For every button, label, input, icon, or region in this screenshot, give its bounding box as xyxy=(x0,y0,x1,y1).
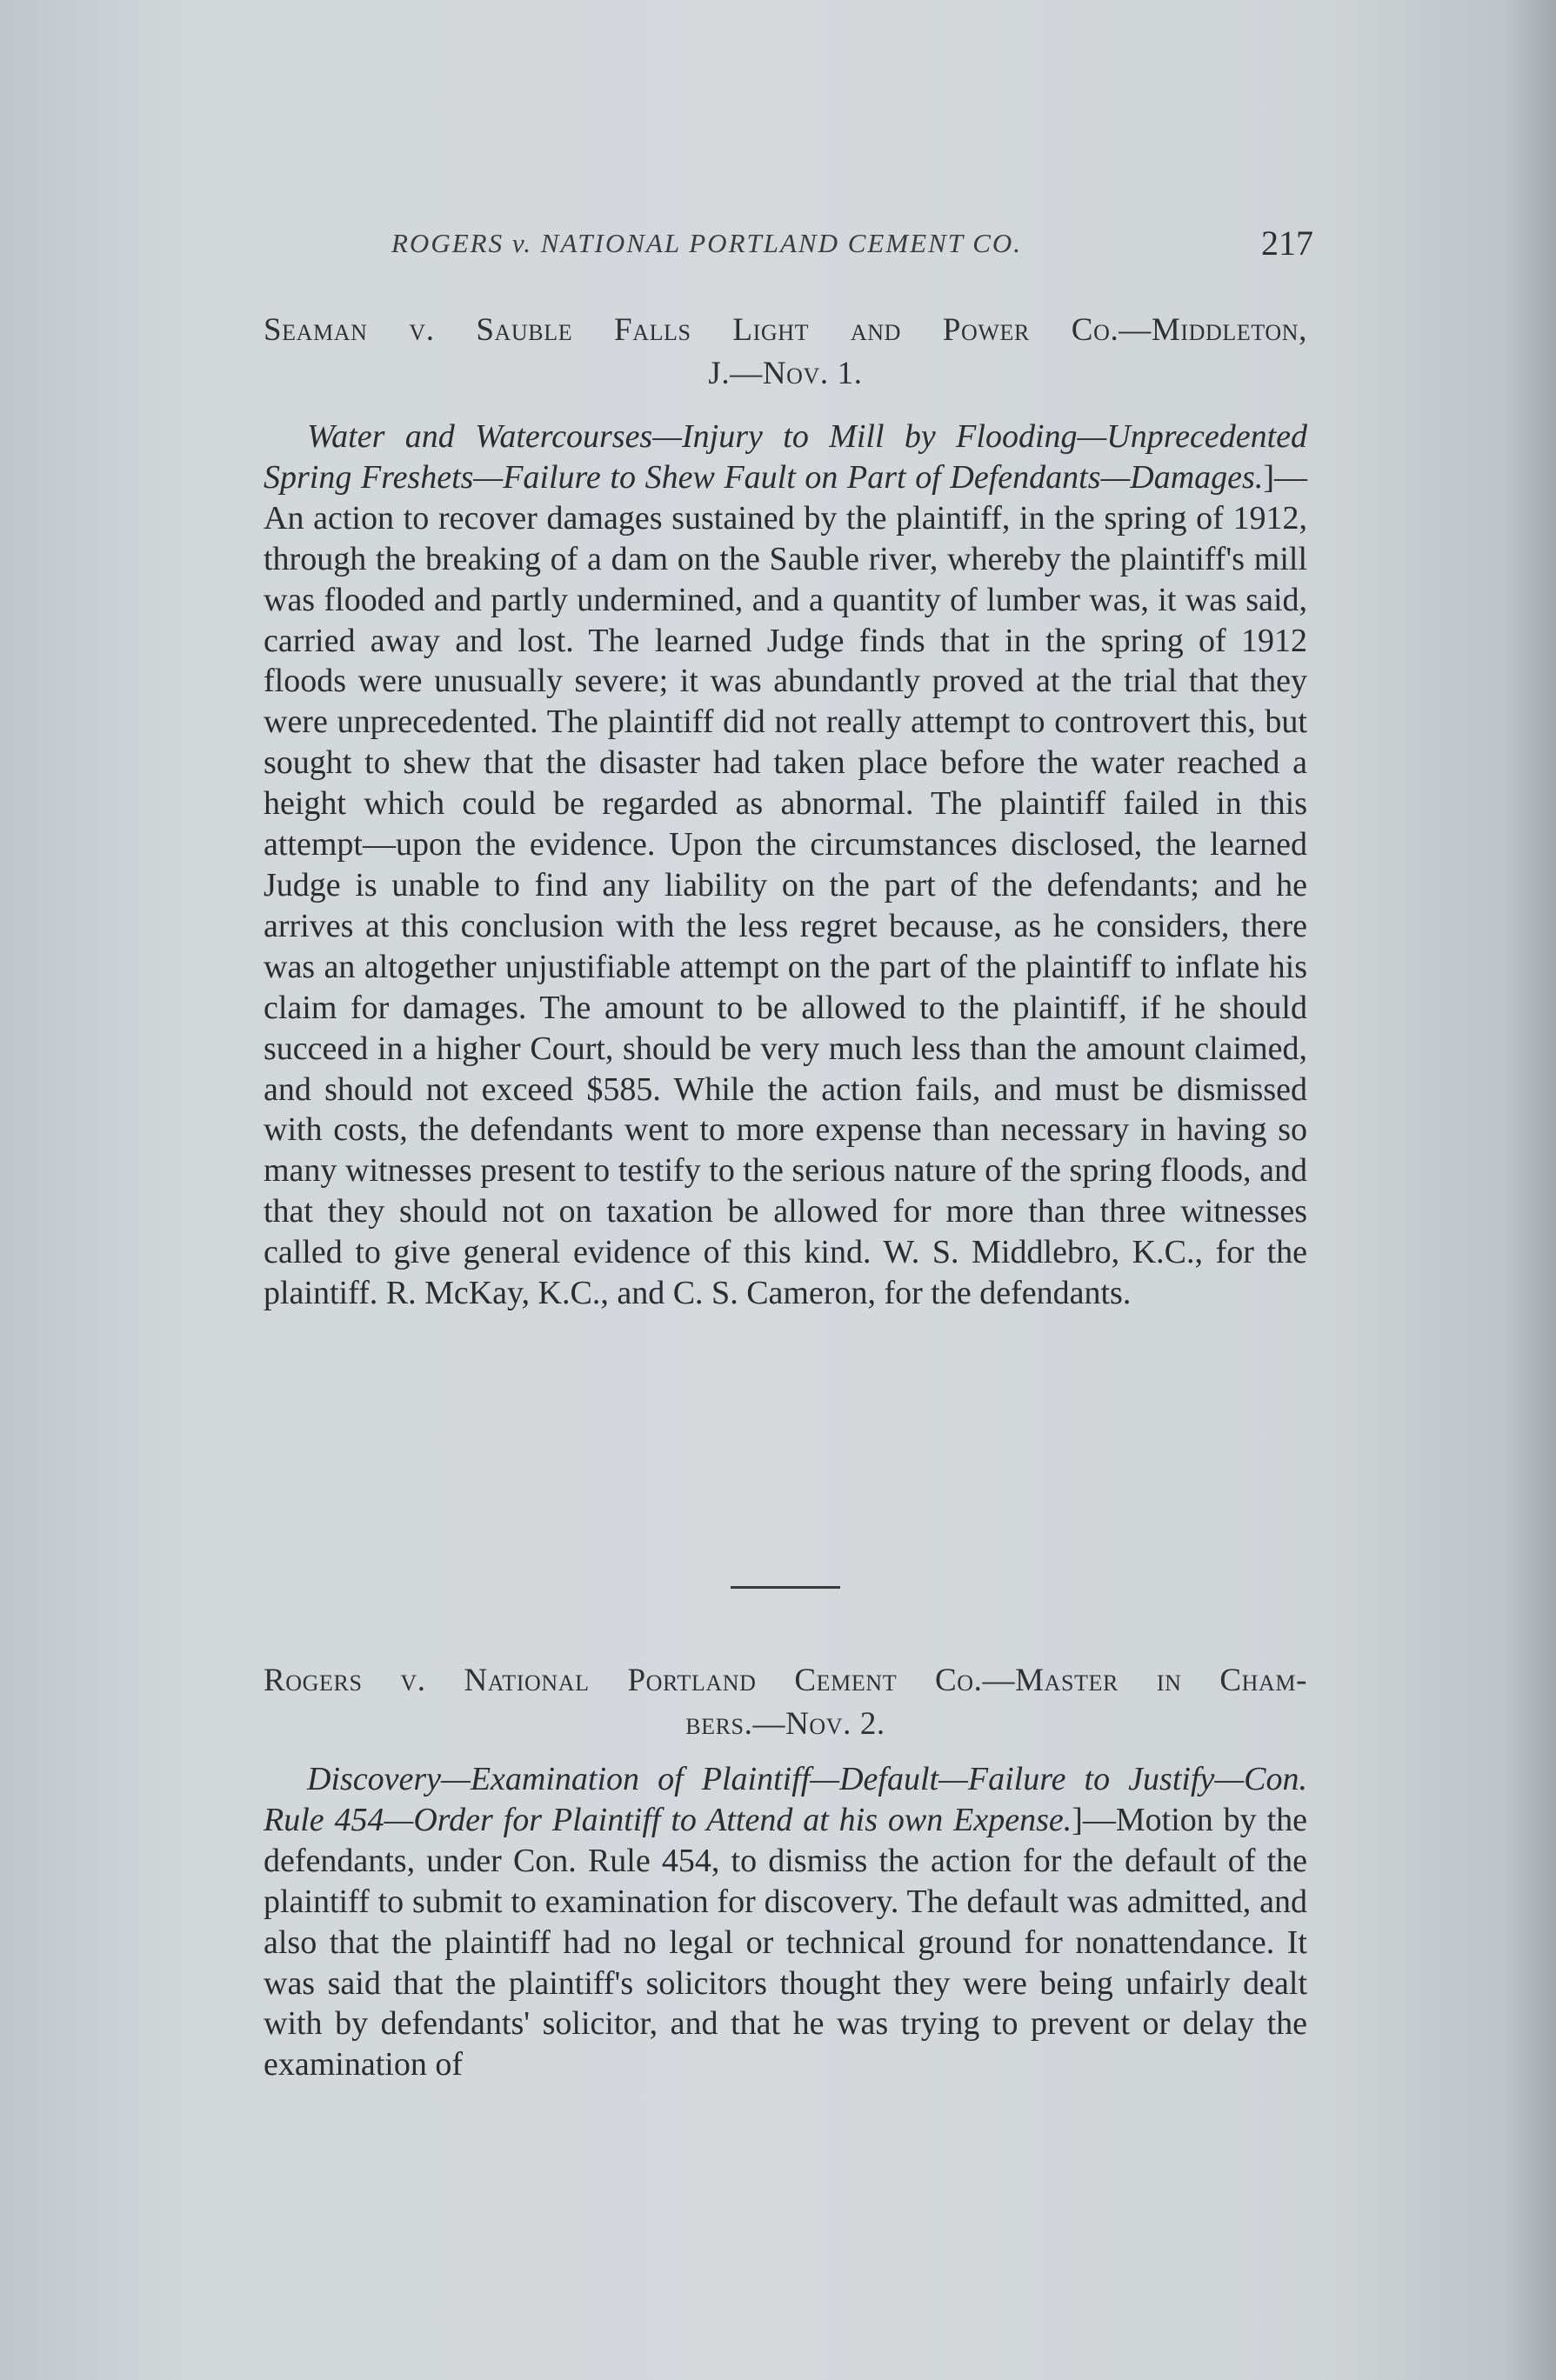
body-text-seaman: ]—An action to recover damages sustained by the plaintiff, in the spring of 1912, through the breaking of a dam on the Sauble river, whereby the plaintiff's mill was flooded and partly undermined, and a quantity of lumber was, it was said, carried away and lost. The learned Judge finds that in the spring of 1912 floods were unusually severe; it was abundantly proved at the trial that they were unprecedented. The plaintiff did not really attempt to controvert this, but sought to shew that the disaster had taken place before the water reached a height which could be regarded as abnormal. The plaintiff failed in this attempt—upon the evidence. Upon the circumstances disclosed, the learned Judge is unable to find any liability on the part of the defendants; and he arrives at this conclusion with the less regret because, as he considers, there was an altogether unjustifiable attempt on the part of the plaintiff to inflate his claim for damages. The amount to be allowed to the plaintiff, if he should succeed in a higher Court, should be very much less than the amount claimed, and should not exceed $585. While the action fails, and must be dismissed with costs, the defendants went to more expense than necessary in having so many witnesses present to testify to the serious nature of the spring floods, and that they should not on taxation be allowed for more than three witnesses called to give general evidence of this kind. W. S. Middlebro, K.C., for the plaintiff. R. McKay, K.C., and C. S. Cameron, for the defendants. xyxy=(264,458,1307,1312)
case-heading-line-2: J.—Nov. 1. xyxy=(708,356,863,391)
case-heading-line-2: bers.—Nov. 2. xyxy=(685,1706,885,1742)
running-head-title: ROGERS v. NATIONAL PORTLAND CEMENT CO. xyxy=(391,228,1023,258)
case-body-seaman xyxy=(264,417,1307,1314)
page-number: 217 xyxy=(1261,223,1313,263)
page-edge-shadow xyxy=(1504,0,1556,2380)
case-heading-line-1: Rogers v. National Portland Cement Co.—Master in Cham- xyxy=(264,1663,1307,1698)
case-body-rogers xyxy=(264,1759,1307,2085)
catchwords-rogers: Discovery—Examination of Plaintiff—Default—Failure to Justify—Con. Rule 454—Order for Plaintiff to Attend at his own Expense. xyxy=(264,1761,1307,1838)
running-head xyxy=(261,223,1313,273)
case-heading-seaman xyxy=(264,309,1307,396)
case-heading-rogers xyxy=(264,1659,1307,1746)
case-heading-line-1: Seaman v. Sauble Falls Light and Power Co.—Middleton, xyxy=(264,312,1307,348)
catchwords-seaman: Water and Watercourses—Injury to Mill by Flooding—Unprecedented Spring Freshets—Failure to Shew Fault on Part of Defendants—Damages. xyxy=(264,418,1307,496)
section-divider xyxy=(731,1586,840,1589)
body-text-rogers: ]—Motion by the defendants, under Con. Rule 454, to dismiss the action for the default of the plaintiff to submit to examination for discovery. The default was admitted, and also that the plaintiff had no legal or technical ground for nonattendance. It was said that the plaintiff's solicitors thought they were being unfairly dealt with by defendants' solicitor, and that he was trying to prevent or delay the examination of xyxy=(264,1801,1307,2083)
